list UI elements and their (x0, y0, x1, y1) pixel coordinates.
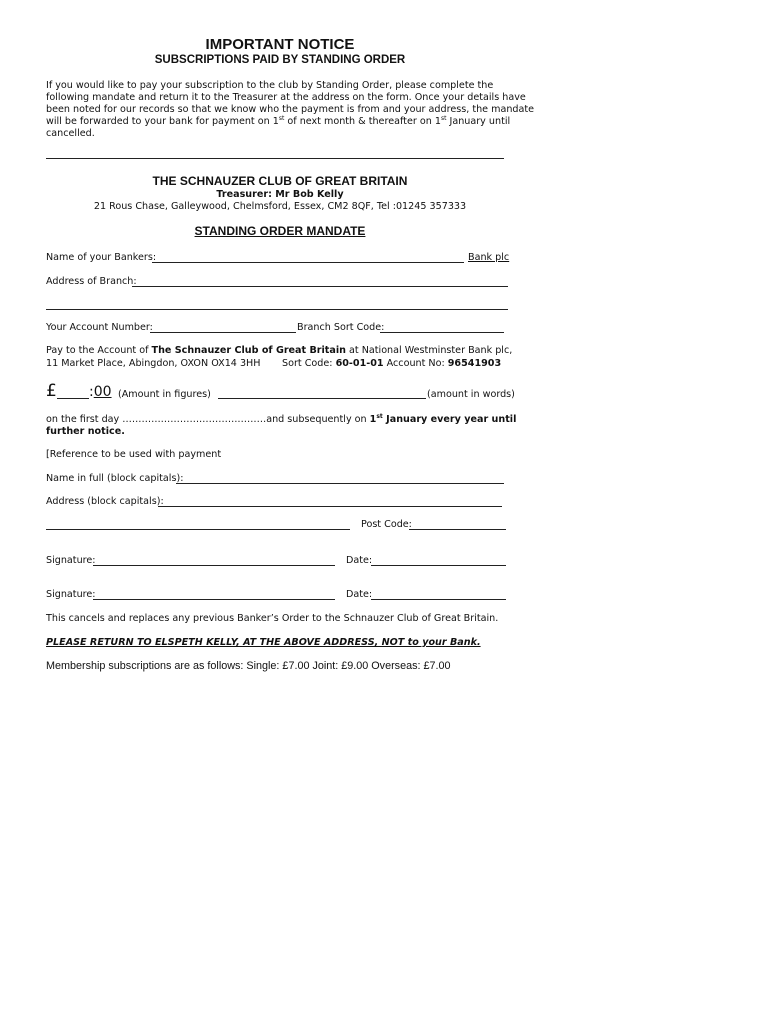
reference-label: [Reference to be used with payment (46, 449, 222, 460)
pound-sign: £ (46, 381, 57, 401)
address-label: Address (block capitals): (46, 496, 164, 507)
club-treasurer: Treasurer: Mr Bob Kelly (216, 189, 344, 200)
sort-code-field[interactable] (380, 332, 504, 333)
sort-code-label: Branch Sort Code: (297, 322, 385, 333)
amount-words-label: (amount in words) (427, 389, 515, 400)
further-notice: further notice. (46, 426, 125, 437)
branch-label: Address of Branch: (46, 276, 137, 287)
branch-address-field-2[interactable] (46, 309, 508, 310)
notice-title: IMPORTANT NOTICE (205, 36, 355, 53)
address-field[interactable] (158, 506, 502, 507)
notice-subtitle: SUBSCRIPTIONS PAID BY STANDING ORDER (154, 54, 406, 66)
bankers-field[interactable] (152, 262, 464, 263)
intro-line-1: If you would like to pay your subscription to the club by Standing Order, please complete the (46, 80, 494, 91)
signature-1-label: Signature: (46, 555, 96, 566)
intro-line-2: following mandate and return it to the Treasurer at the address on the form. Once your details have (46, 92, 526, 103)
cancels-note: This cancels and replaces any previous Banker’s Order to the Schnauzer Club of Great Britain. (46, 613, 499, 624)
postcode-label: Post Code: (361, 519, 412, 530)
date-2-field[interactable] (371, 599, 506, 600)
return-notice: PLEASE RETURN TO ELSPETH KELLY, AT THE ABOVE ADDRESS, NOT to your Bank. (46, 637, 481, 648)
membership-rates: Membership subscriptions are as follows: Single: £7.00 Joint: £9.00 Overseas: £7.00 (46, 660, 451, 672)
signature-1-field[interactable] (93, 565, 335, 566)
account-number-field[interactable] (150, 332, 296, 333)
date-1-label: Date: (346, 555, 373, 566)
bank-address: 11 Market Place, Abingdon, OXON OX14 3HH (46, 358, 261, 369)
bankers-label: Name of your Bankers: (46, 252, 157, 263)
address-field-2[interactable] (46, 529, 350, 530)
amount-pence: :00 (89, 384, 112, 400)
club-name: THE SCHNAUZER CLUB OF GREAT BRITAIN (152, 174, 408, 188)
intro-line-3: been noted for our records so that we know who the payment is from and your address, the mandate (46, 104, 535, 115)
bankers-suffix: Bank plc (468, 252, 510, 263)
date-2-label: Date: (346, 589, 373, 600)
cut-line (46, 158, 504, 159)
postcode-field[interactable] (409, 529, 506, 530)
branch-address-field[interactable] (132, 286, 508, 287)
full-name-label: Name in full (block capitals): (46, 473, 184, 484)
full-name-field[interactable] (176, 483, 504, 484)
amount-pounds-field[interactable] (57, 398, 89, 399)
intro-line-4: will be forwarded to your bank for payment on 1st of next month & thereafter on 1st January until (46, 115, 511, 127)
amount-words-field[interactable] (218, 398, 426, 399)
account-number-label: Your Account Number: (46, 322, 153, 333)
mandate-title: STANDING ORDER MANDATE (194, 224, 366, 238)
club-address: 21 Rous Chase, Galleywood, Chelmsford, Essex, CM2 8QF, Tel :01245 357333 (93, 201, 467, 212)
intro-line-5: cancelled. (46, 128, 95, 139)
pay-to-line: Pay to the Account of The Schnauzer Club of Great Britain at National Westminster Bank plc, (46, 345, 513, 356)
date-1-field[interactable] (371, 565, 506, 566)
amount-figures-label: (Amount in figures) (118, 389, 211, 400)
signature-2-label: Signature: (46, 589, 96, 600)
first-day-line: on the first day ………………………………………and subsequently on 1st January every year until (46, 413, 517, 425)
bank-sort-account: Sort Code: 60-01-01 Account No: 96541903 (282, 358, 502, 369)
signature-2-field[interactable] (93, 599, 335, 600)
